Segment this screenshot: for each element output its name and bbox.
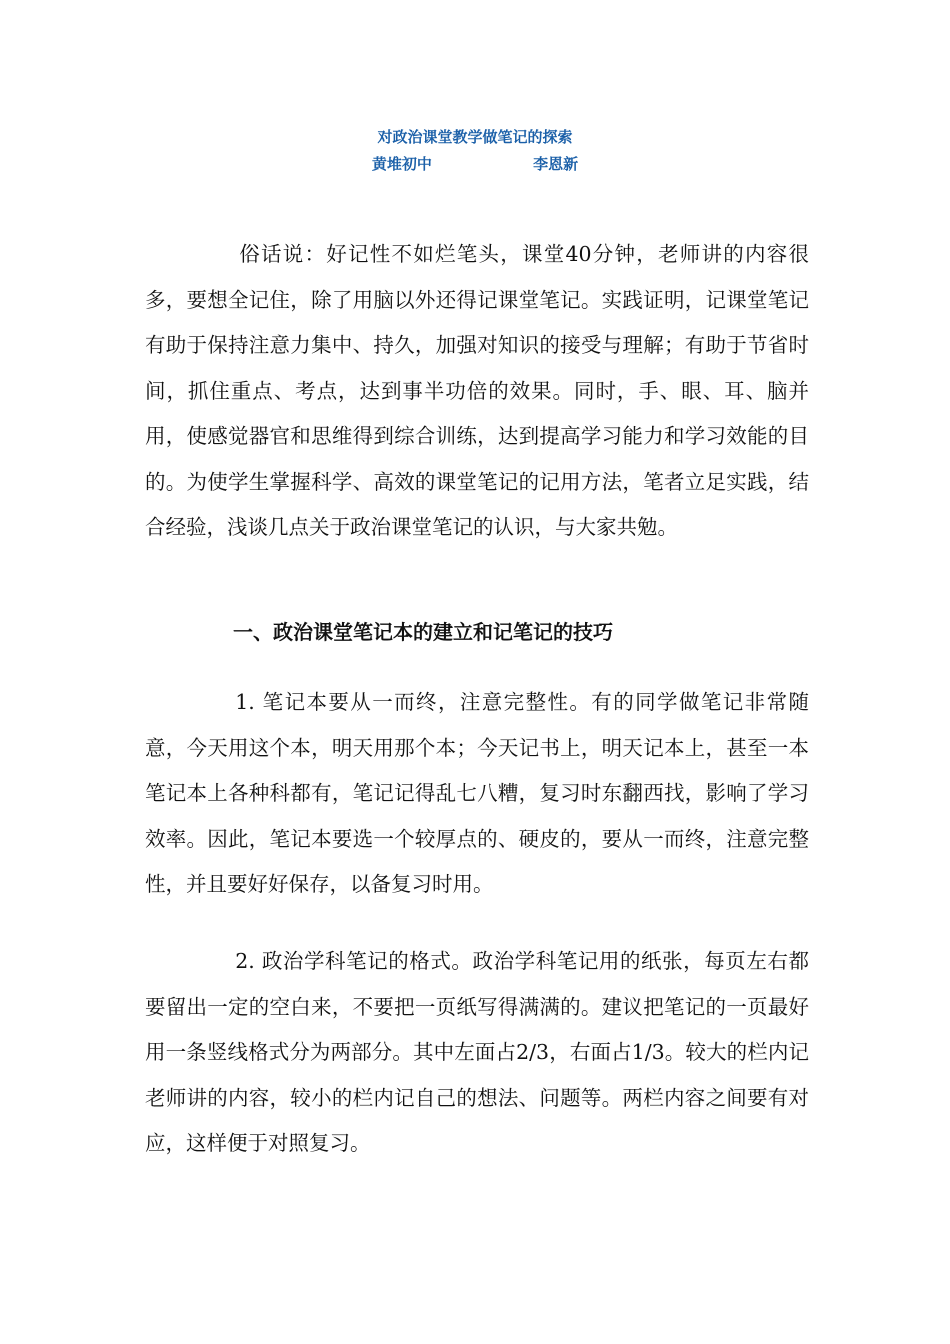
intro-paragraph: 俗话说：好记性不如烂笔头，课堂40分钟，老师讲的内容很多，要想全记住，除了用脑以外还得记课堂笔记。实践证明，记课堂笔记有助于保持注意力集中、持久，加强对知识的接受与理解；有助于节省时间，抓住重点、考点，达到事半功倍的效果。同时，手、眼、耳、脑并用，使感觉器官和思维得到综合训练，达到提高学习能力和学习效能的目的。为使学生掌握科学、高效的课堂笔记的记用方法，笔者立足实践，结合经验，浅谈几点关于政治课堂笔记的认识，与大家共勉。 xyxy=(145,242,809,539)
school-name: 黄堆初中 xyxy=(371,155,432,173)
byline xyxy=(0,151,950,178)
point-2-paragraph: 2. 政治学科笔记的格式。政治学科笔记用的纸张，每页左右都要留出一定的空白来，不要把一页纸写得满满的。建议把笔记的一页最好用一条竖线格式分为两部分。其中左面占2/3，右面占1/3。较大的栏内记老师讲的内容，较小的栏内记自己的想法、问题等。两栏内容之间要有对应，这样便于对照复习。 xyxy=(145,949,809,1155)
document-title: 对政治课堂教学做笔记的探索 xyxy=(377,128,573,146)
section-heading: 一、政治课堂笔记本的建立和记笔记的技巧 xyxy=(233,620,613,644)
document-header xyxy=(0,124,950,178)
author-name: 李恩新 xyxy=(533,155,579,173)
point-1-paragraph: 1. 笔记本要从一而终，注意完整性。有的同学做笔记非常随意，今天用这个本，明天用那个本；今天记书上，明天记本上，甚至一本笔记本上各种科都有，笔记记得乱七八糟，复习时东翻西找，影响了学习效率。因此，笔记本要选一个较厚点的、硬皮的，要从一而终，注意完整性，并且要好好保存，以备复习时用。 xyxy=(145,690,809,896)
